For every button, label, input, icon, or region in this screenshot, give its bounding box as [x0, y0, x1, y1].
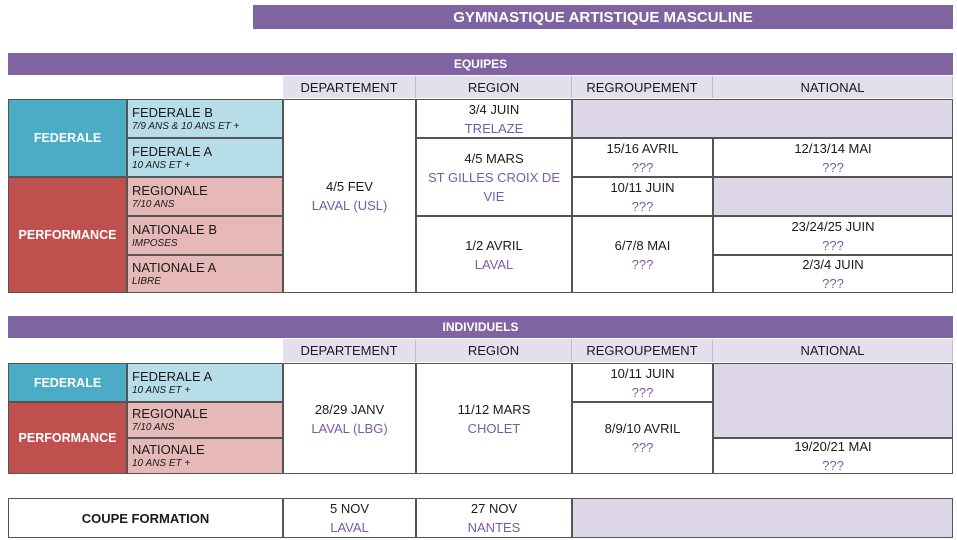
event-place: ??? — [822, 159, 844, 175]
event-date: 1/2 AVRIL — [465, 237, 523, 253]
equipes-departement-cell — [283, 99, 416, 293]
empty-cell — [713, 177, 953, 216]
event-place: ??? — [822, 237, 844, 253]
level-federale-b — [127, 99, 283, 138]
level-name: NATIONALE — [132, 442, 205, 457]
col-regroupement: REGROUPEMENT — [572, 339, 713, 362]
event-date: 19/20/21 MAI — [794, 439, 872, 454]
equipes-region-cell — [416, 99, 572, 138]
equipes-national-cell — [713, 138, 953, 177]
event-place: LAVAL (USL) — [311, 198, 388, 213]
event-place: ??? — [631, 256, 654, 272]
col-national: NATIONAL — [713, 76, 953, 98]
event-place: ??? — [631, 159, 654, 175]
event-date: 23/24/25 JUIN — [791, 218, 875, 234]
coupe-region-cell — [416, 498, 572, 538]
individuels-region-cell — [416, 363, 572, 474]
event-place: LAVAL — [474, 256, 514, 272]
equipes-national-cell — [713, 255, 953, 293]
event-date: 5 NOV — [329, 501, 369, 516]
individuels-national-cell — [713, 438, 953, 474]
individuels-regroupement-cell — [572, 402, 713, 474]
equipes-section-title: EQUIPES — [8, 53, 953, 75]
event-date: 28/29 JANV — [314, 401, 385, 417]
equipes-regroupement-cell — [572, 138, 713, 177]
level-federale-a — [127, 363, 283, 402]
individuels-section-title: INDIVIDUELS — [8, 316, 953, 338]
coupe-formation-label: COUPE FORMATION — [8, 498, 283, 538]
event-place: ??? — [631, 440, 654, 455]
level-name: REGIONALE — [132, 182, 208, 198]
level-sub: 10 ANS ET + — [132, 458, 191, 469]
event-date: 4/5 MARS — [464, 150, 524, 166]
level-sub: 10 ANS ET + — [132, 159, 191, 171]
event-date: 27 NOV — [470, 501, 518, 516]
coupe-departement-cell — [283, 498, 416, 538]
equipes-regroupement-cell — [572, 216, 713, 293]
level-name: NATIONALE A — [132, 260, 217, 275]
level-name: FEDERALE A — [132, 143, 213, 159]
individuels-departement-cell — [283, 363, 416, 474]
col-regroupement: REGROUPEMENT — [572, 76, 713, 98]
event-date: 6/7/8 MAI — [614, 237, 671, 253]
event-date: 3/4 JUIN — [468, 101, 520, 117]
level-sub: 7/9 ANS & 10 ANS ET + — [132, 120, 240, 132]
level-sub: LIBRE — [132, 276, 161, 287]
level-name: REGIONALE — [132, 406, 208, 421]
equipes-national-cell — [713, 216, 953, 255]
event-place: CHOLET — [467, 420, 521, 436]
level-sub: IMPOSES — [132, 237, 178, 249]
event-place: LAVAL — [330, 520, 369, 535]
event-place: TRELAZE — [464, 120, 524, 136]
level-sub: 10 ANS ET + — [132, 384, 191, 396]
empty-cell — [572, 498, 953, 538]
event-place: ??? — [822, 458, 844, 473]
equipes-region-cell — [416, 216, 572, 293]
level-sub: 7/10 ANS — [132, 422, 175, 433]
event-place: ??? — [631, 384, 654, 400]
event-date: 11/12 MARS — [457, 401, 531, 417]
category-federale: FEDERALE — [8, 99, 127, 177]
level-sub: 7/10 ANS — [132, 198, 175, 210]
col-departement: DEPARTEMENT — [283, 339, 416, 362]
event-date: 10/11 JUIN — [610, 365, 675, 381]
event-date: 8/9/10 AVRIL — [604, 421, 681, 436]
category-federale: FEDERALE — [8, 363, 127, 402]
event-place: NANTES — [467, 520, 521, 535]
event-place: LAVAL (LBG) — [311, 420, 388, 436]
category-performance: PERFORMANCE — [8, 402, 127, 474]
level-regionale — [127, 402, 283, 438]
page-title: GYMNASTIQUE ARTISTIQUE MASCULINE — [253, 5, 953, 29]
col-region: REGION — [416, 339, 572, 362]
col-national: NATIONAL — [713, 339, 953, 362]
empty-cell — [572, 99, 953, 138]
level-nationale-a — [127, 255, 283, 293]
level-name: FEDERALE A — [132, 368, 213, 384]
level-name: NATIONALE B — [132, 221, 218, 237]
event-date: 4/5 FEV — [326, 179, 373, 194]
level-nationale-b — [127, 216, 283, 255]
individuels-regroupement-cell — [572, 363, 713, 402]
empty-cell — [713, 363, 953, 438]
event-date: 10/11 JUIN — [610, 179, 675, 195]
level-name: FEDERALE B — [132, 104, 213, 120]
event-place: ??? — [822, 276, 844, 291]
event-place: ST GILLES CROIX DE VIE — [428, 169, 560, 204]
level-nationale — [127, 438, 283, 474]
event-date: 12/13/14 MAI — [794, 140, 872, 156]
event-date: 2/3/4 JUIN — [802, 257, 864, 272]
category-performance: PERFORMANCE — [8, 177, 127, 293]
equipes-regroupement-cell — [572, 177, 713, 216]
col-region: REGION — [416, 76, 572, 98]
col-departement: DEPARTEMENT — [283, 76, 416, 98]
equipes-region-cell — [416, 138, 572, 216]
level-regionale — [127, 177, 283, 216]
event-place: ??? — [631, 198, 654, 214]
level-federale-a — [127, 138, 283, 177]
event-date: 15/16 AVRIL — [606, 140, 679, 156]
